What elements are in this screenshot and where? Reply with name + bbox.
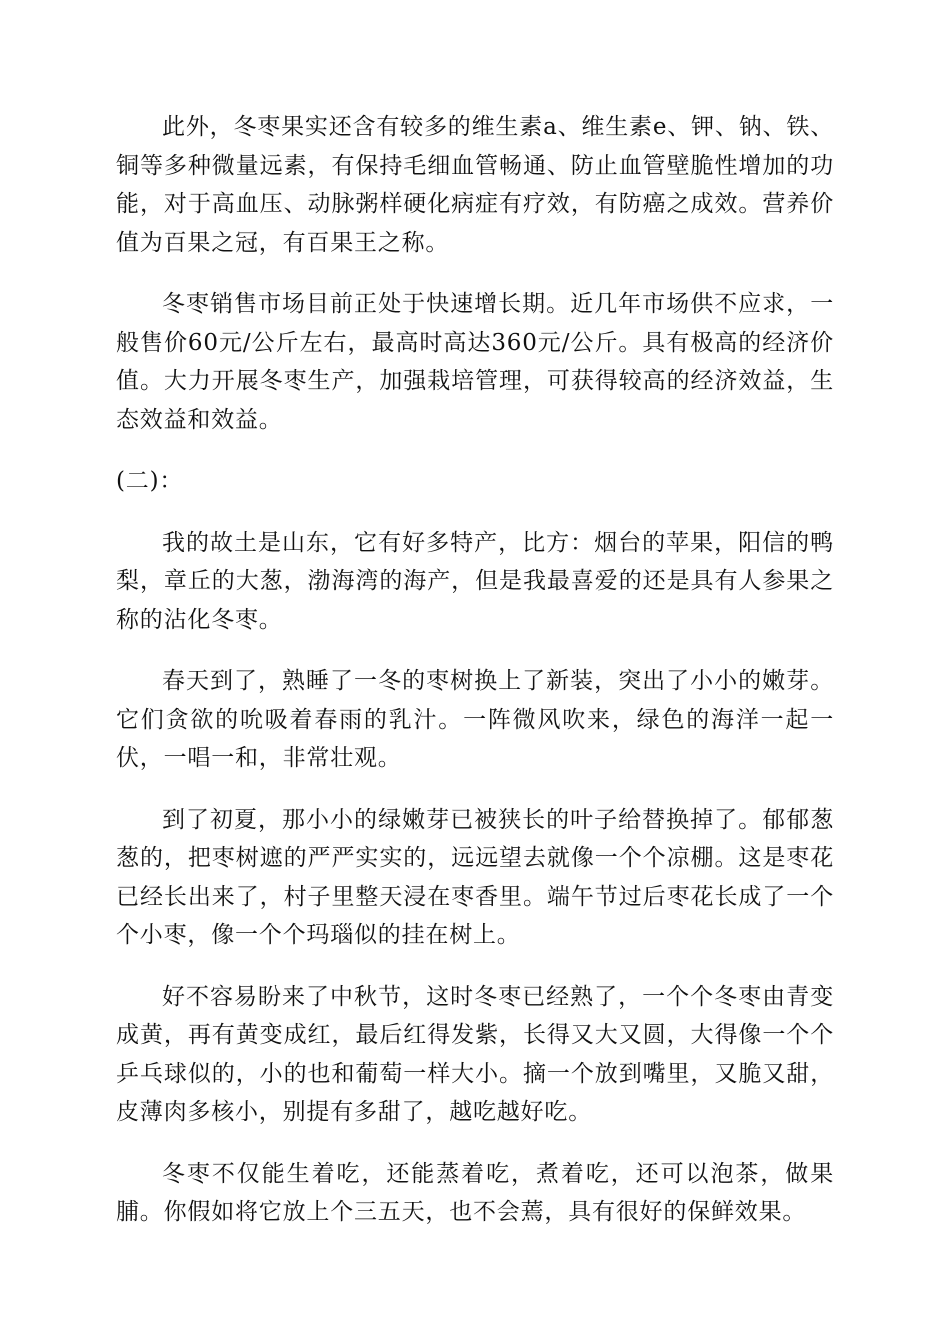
section-heading: (二)： xyxy=(116,468,184,494)
paragraph-hometown: 我的故土是山东，它有好多特产，比方：烟台的苹果，阳信的鸭梨，章丘的大葱，渤海湾的海产，但是我最喜爱的还是具有人参果之称的沾化冬枣。 xyxy=(116,529,834,633)
document-page xyxy=(116,108,834,1255)
paragraph-market: 冬枣销售市场目前正处于快速增长期。近几年市场供不应求，一般售价60元/公斤左右，最高时高达360元/公斤。具有极高的经济价值。大力开展冬枣生产，加强栽培管理，可获得较高的经济效益，生态效益和效益。 xyxy=(116,291,834,433)
paragraph-early-summer: 到了初夏，那小小的绿嫩芽已被狭长的叶子给替换掉了。郁郁葱葱的，把枣树遮的严严实实的，远远望去就像一个个凉棚。这是枣花已经长出来了，村子里整天浸在枣香里。端午节过后枣花长成了一个个小枣，像一个个玛瑙似的挂在树上。 xyxy=(116,806,834,948)
paragraph-mid-autumn: 好不容易盼来了中秋节，这时冬枣已经熟了，一个个冬枣由青变成黄，再有黄变成红，最后红得发紫，长得又大又圆，大得像一个个乒乓球似的，小的也和葡萄一样大小。摘一个放到嘴里，又脆又甜，皮薄肉多核小，别提有多甜了，越吃越好吃。 xyxy=(116,983,834,1125)
paragraph-nutrition: 此外，冬枣果实还含有较多的维生素a、维生素e、钾、钠、铁、铜等多种微量远素，有保持毛细血管畅通、防止血管壁脆性增加的功能，对于高血压、动脉粥样硬化病症有疗效，有防癌之成效。营养价值为百果之冠，有百果王之称。 xyxy=(116,114,834,256)
paragraph-spring: 春天到了，熟睡了一冬的枣树换上了新装，突出了小小的嫩芽。它们贪欲的吮吸着春雨的乳汁。一阵微风吹来，绿色的海洋一起一伏，一唱一和，非常壮观。 xyxy=(116,668,834,771)
paragraph-eating: 冬枣不仅能生着吃，还能蒸着吃，煮着吃，还可以泡茶，做果脯。你假如将它放上个三五天，也不会蔫，具有很好的保鲜效果。 xyxy=(116,1160,834,1225)
